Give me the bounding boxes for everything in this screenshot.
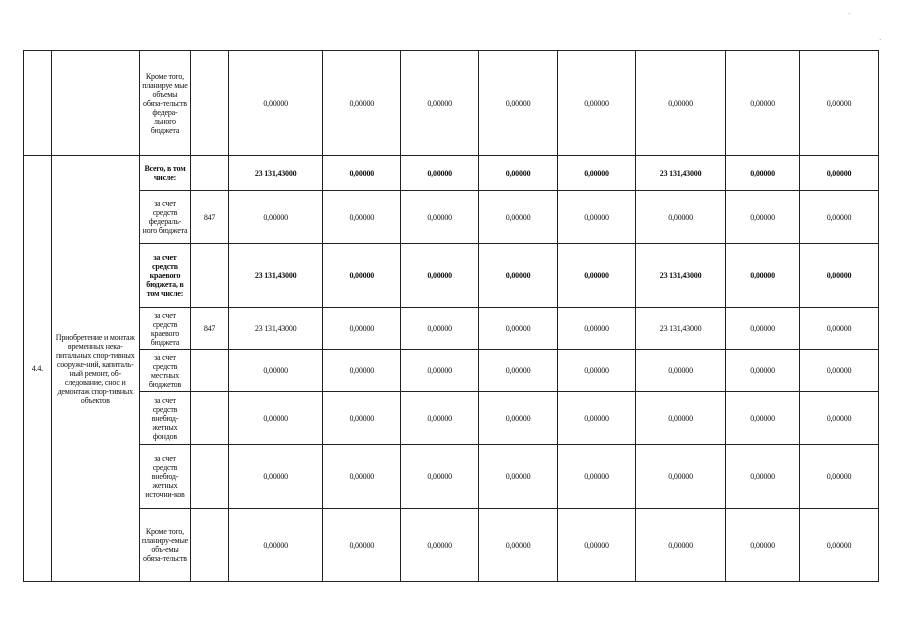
budget-table bbox=[23, 50, 879, 582]
table-row bbox=[24, 191, 879, 244]
value-cell: 23 131,43000 bbox=[635, 308, 725, 350]
table-row bbox=[24, 350, 879, 392]
table-row bbox=[24, 156, 879, 191]
row-description: за счет средств местных бюджетов bbox=[139, 350, 190, 392]
value-cell: 0,00000 bbox=[799, 392, 878, 445]
agency-code bbox=[191, 392, 229, 445]
value-cell: 0,00000 bbox=[799, 244, 878, 308]
agency-code: 847 bbox=[191, 191, 229, 244]
value-cell: 0,00000 bbox=[635, 191, 725, 244]
section-name: Приобретение и монтаж временных нека-питальных спор-тивных сооруже-ний, капиталь-ный ремонт, об-следование, снос и демонтаж спор-тивных объектов bbox=[51, 156, 139, 582]
value-cell: 0,00000 bbox=[401, 156, 479, 191]
row-description: Кроме того, планиру-емые объ-емы обяза-тельств bbox=[139, 509, 190, 582]
table-row bbox=[24, 445, 879, 509]
value-cell: 0,00000 bbox=[323, 191, 401, 244]
value-cell: 0,00000 bbox=[323, 51, 401, 156]
row-description: за счет средств внебюд-жетных фондов bbox=[139, 392, 190, 445]
name-cell-empty bbox=[51, 51, 139, 156]
value-cell: 0,00000 bbox=[558, 509, 636, 582]
value-cell: 0,00000 bbox=[799, 445, 878, 509]
index-cell-empty bbox=[24, 51, 52, 156]
value-cell: 0,00000 bbox=[799, 191, 878, 244]
agency-code bbox=[191, 156, 229, 191]
table-row bbox=[24, 51, 879, 156]
value-cell: 0,00000 bbox=[558, 156, 636, 191]
value-cell: 0,00000 bbox=[726, 350, 800, 392]
value-cell: 0,00000 bbox=[229, 445, 323, 509]
value-cell: 0,00000 bbox=[229, 509, 323, 582]
agency-code bbox=[191, 509, 229, 582]
value-cell: 23 131,43000 bbox=[229, 244, 323, 308]
value-cell: 0,00000 bbox=[726, 509, 800, 582]
agency-code bbox=[191, 244, 229, 308]
value-cell: 0,00000 bbox=[635, 445, 725, 509]
value-cell: 0,00000 bbox=[726, 244, 800, 308]
value-cell: 0,00000 bbox=[558, 350, 636, 392]
value-cell: 23 131,43000 bbox=[635, 156, 725, 191]
agency-code bbox=[191, 350, 229, 392]
value-cell: 0,00000 bbox=[726, 308, 800, 350]
value-cell: 0,00000 bbox=[323, 350, 401, 392]
row-description: за счет средств федераль-ного бюджета bbox=[139, 191, 190, 244]
value-cell: 0,00000 bbox=[799, 308, 878, 350]
value-cell: 0,00000 bbox=[558, 244, 636, 308]
value-cell: 0,00000 bbox=[479, 350, 558, 392]
value-cell: 0,00000 bbox=[479, 156, 558, 191]
value-cell: 0,00000 bbox=[401, 308, 479, 350]
agency-code bbox=[191, 51, 229, 156]
value-cell: 0,00000 bbox=[726, 156, 800, 191]
value-cell: 0,00000 bbox=[323, 308, 401, 350]
value-cell: 0,00000 bbox=[635, 350, 725, 392]
value-cell: 0,00000 bbox=[229, 51, 323, 156]
table-row bbox=[24, 244, 879, 308]
value-cell: 23 131,43000 bbox=[229, 156, 323, 191]
value-cell: 0,00000 bbox=[229, 392, 323, 445]
value-cell: 0,00000 bbox=[401, 244, 479, 308]
value-cell: 0,00000 bbox=[401, 445, 479, 509]
value-cell: 0,00000 bbox=[635, 509, 725, 582]
row-description: за счет средств краевого бюджета bbox=[139, 308, 190, 350]
value-cell: 0,00000 bbox=[726, 445, 800, 509]
value-cell: 0,00000 bbox=[401, 350, 479, 392]
value-cell: 0,00000 bbox=[479, 308, 558, 350]
value-cell: 0,00000 bbox=[635, 51, 725, 156]
value-cell: 0,00000 bbox=[558, 51, 636, 156]
scan-mark: · bbox=[879, 36, 882, 44]
value-cell: 0,00000 bbox=[726, 191, 800, 244]
agency-code: 847 bbox=[191, 308, 229, 350]
value-cell: 0,00000 bbox=[479, 191, 558, 244]
table-row bbox=[24, 509, 879, 582]
row-description: за счет средств внебюд-жетных источни-ков bbox=[139, 445, 190, 509]
row-description: за счет средств краевого бюджета, в том числе: bbox=[139, 244, 190, 308]
table-row bbox=[24, 308, 879, 350]
value-cell: 0,00000 bbox=[799, 51, 878, 156]
value-cell: 0,00000 bbox=[323, 244, 401, 308]
scan-mark: · bbox=[848, 10, 851, 18]
value-cell: 0,00000 bbox=[726, 392, 800, 445]
value-cell: 0,00000 bbox=[401, 392, 479, 445]
value-cell: 0,00000 bbox=[558, 445, 636, 509]
value-cell: 0,00000 bbox=[479, 51, 558, 156]
value-cell: 0,00000 bbox=[323, 392, 401, 445]
value-cell: 0,00000 bbox=[401, 191, 479, 244]
value-cell: 0,00000 bbox=[479, 392, 558, 445]
value-cell: 0,00000 bbox=[401, 51, 479, 156]
value-cell: 0,00000 bbox=[558, 191, 636, 244]
value-cell: 23 131,43000 bbox=[229, 308, 323, 350]
value-cell: 0,00000 bbox=[229, 191, 323, 244]
value-cell: 0,00000 bbox=[558, 392, 636, 445]
value-cell: 0,00000 bbox=[799, 350, 878, 392]
value-cell: 0,00000 bbox=[726, 51, 800, 156]
value-cell: 23 131,43000 bbox=[635, 244, 725, 308]
value-cell: 0,00000 bbox=[479, 509, 558, 582]
value-cell: 0,00000 bbox=[479, 244, 558, 308]
value-cell: 0,00000 bbox=[323, 445, 401, 509]
agency-code bbox=[191, 445, 229, 509]
value-cell: 0,00000 bbox=[323, 156, 401, 191]
value-cell: 0,00000 bbox=[229, 350, 323, 392]
section-index: 4.4. bbox=[24, 156, 52, 582]
value-cell: 0,00000 bbox=[401, 509, 479, 582]
row-description: Всего, в том числе: bbox=[139, 156, 190, 191]
value-cell: 0,00000 bbox=[323, 509, 401, 582]
row-description: Кроме того, планируе мые объемы обяза-тельств федера-льного бюджета bbox=[139, 51, 190, 156]
table-row bbox=[24, 392, 879, 445]
value-cell: 0,00000 bbox=[799, 509, 878, 582]
value-cell: 0,00000 bbox=[635, 392, 725, 445]
value-cell: 0,00000 bbox=[558, 308, 636, 350]
value-cell: 0,00000 bbox=[479, 445, 558, 509]
value-cell: 0,00000 bbox=[799, 156, 878, 191]
